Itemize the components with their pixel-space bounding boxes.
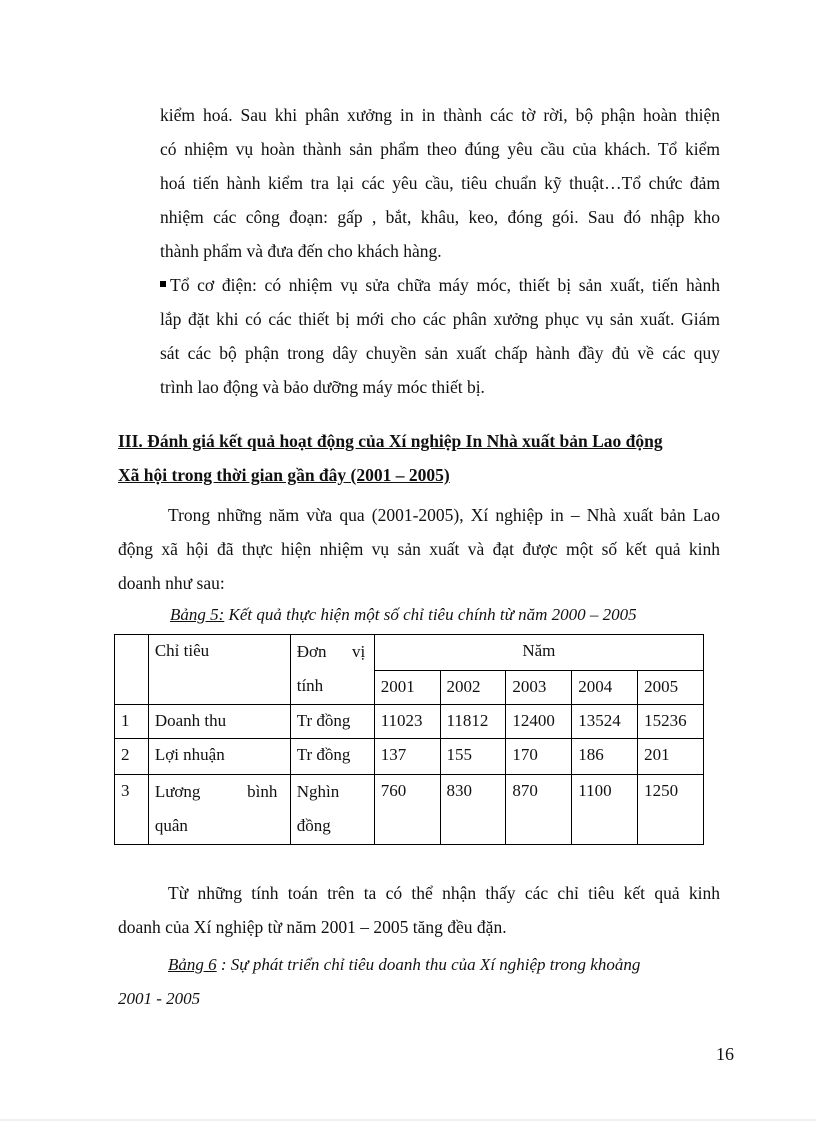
row-value: 186 bbox=[572, 739, 638, 775]
page-bottom-edge bbox=[0, 1119, 816, 1121]
table-cell bbox=[115, 635, 149, 705]
body-text-line: có nhiệm vụ hoàn thành sản phẩm theo đúng yêu cầu của khách. Tổ kiểm bbox=[160, 139, 720, 159]
row-indicator: Lợi nhuận bbox=[148, 739, 290, 775]
row-value: 11023 bbox=[374, 705, 440, 739]
row-value: 11812 bbox=[440, 705, 506, 739]
row-unit-line: đồng bbox=[296, 816, 331, 835]
body-text-line: Từ những tính toán trên ta có thể nhận thấy các chỉ tiêu kết quả kinh bbox=[168, 883, 720, 903]
row-unit: Tr đồng bbox=[290, 739, 374, 775]
body-text-line: kiểm hoá. Sau khi phân xưởng in in thành các tờ rời, bộ phận hoàn thiện bbox=[160, 105, 720, 125]
row-unit: Tr đồng bbox=[290, 705, 374, 739]
section-heading: Xã hội trong thời gian gần đây (2001 – 2005) bbox=[118, 465, 450, 485]
table-header-row bbox=[115, 635, 704, 671]
row-value: 870 bbox=[506, 775, 572, 845]
row-value: 170 bbox=[506, 739, 572, 775]
body-text-line: thành phẩm và đưa đến cho khách hàng. bbox=[160, 241, 442, 261]
row-unit bbox=[290, 775, 374, 845]
table-caption-text: : Sự phát triển chỉ tiêu doanh thu của Xí nghiệp trong khoảng bbox=[216, 955, 641, 974]
row-indicator-line: quân bbox=[154, 816, 188, 835]
body-text-line: sát các bộ phận trong dây chuyền sản xuất chấp hành đầy đủ về các quy bbox=[160, 343, 720, 363]
bullet-square-icon bbox=[160, 281, 166, 287]
table-caption-text: 2001 - 2005 bbox=[118, 989, 201, 1008]
row-number: 3 bbox=[115, 775, 149, 845]
header-year: 2001 bbox=[374, 671, 440, 705]
body-text-line: doanh như sau: bbox=[118, 573, 225, 593]
header-year: 2002 bbox=[440, 671, 506, 705]
section-heading: III. Đánh giá kết quả hoạt động của Xí nghiệp In Nhà xuất bản Lao động bbox=[118, 431, 663, 451]
row-number: 2 bbox=[115, 739, 149, 775]
row-value: 12400 bbox=[506, 705, 572, 739]
body-text-line: hoá tiến hành kiểm tra lại các yêu cầu, tiêu chuẩn kỹ thuật…Tổ chức đảm bbox=[160, 173, 720, 193]
header-year: 2003 bbox=[506, 671, 572, 705]
row-value: 15236 bbox=[638, 705, 704, 739]
row-indicator-line: Lương bình bbox=[154, 782, 278, 801]
body-text-line: lắp đặt khi có các thiết bị mới cho các phân xưởng phục vụ sản xuất. Giám bbox=[160, 309, 720, 329]
body-text-line: nhiệm các công đoạn: gấp , bắt, khâu, keo, đóng gói. Sau đó nhập kho bbox=[160, 207, 720, 227]
table-caption-label: Bảng 6 bbox=[168, 955, 217, 974]
body-text-line: doanh của Xí nghiệp từ năm 2001 – 2005 tăng đều đặn. bbox=[118, 917, 507, 937]
header-unit bbox=[290, 635, 374, 705]
row-number: 1 bbox=[115, 705, 149, 739]
table-row bbox=[115, 775, 704, 845]
row-value: 13524 bbox=[572, 705, 638, 739]
header-year: 2004 bbox=[572, 671, 638, 705]
row-value: 830 bbox=[440, 775, 506, 845]
body-text-line: Tổ cơ điện: có nhiệm vụ sửa chữa máy móc, thiết bị sản xuất, tiến hành bbox=[170, 275, 720, 295]
row-value: 155 bbox=[440, 739, 506, 775]
bullet-item bbox=[160, 274, 720, 296]
row-value: 760 bbox=[374, 775, 440, 845]
results-table bbox=[114, 634, 704, 845]
row-indicator bbox=[148, 775, 290, 845]
row-indicator: Doanh thu bbox=[148, 705, 290, 739]
body-text-line: trình lao động và bảo dưỡng máy móc thiết bị. bbox=[160, 377, 485, 397]
page-number: 16 bbox=[716, 1044, 734, 1064]
table-caption-text: Kết quả thực hiện một số chỉ tiêu chính từ năm 2000 – 2005 bbox=[224, 605, 637, 624]
header-year-group: Năm bbox=[374, 635, 703, 671]
table-caption bbox=[170, 604, 710, 626]
header-year: 2005 bbox=[638, 671, 704, 705]
row-value: 137 bbox=[374, 739, 440, 775]
row-value: 201 bbox=[638, 739, 704, 775]
table-row bbox=[115, 705, 704, 739]
header-indicator: Chỉ tiêu bbox=[148, 635, 290, 705]
header-unit-line: tính bbox=[296, 676, 324, 695]
row-value: 1100 bbox=[572, 775, 638, 845]
row-unit-line: Nghìn bbox=[296, 782, 340, 801]
table-caption-label: Bảng 5: bbox=[170, 605, 225, 624]
body-text-line: động xã hội đã thực hiện nhiệm vụ sản xuất và đạt được một số kết quả kinh bbox=[118, 539, 720, 559]
table-caption bbox=[168, 954, 720, 976]
body-text-line: Trong những năm vừa qua (2001-2005), Xí nghiệp in – Nhà xuất bản Lao bbox=[168, 505, 720, 525]
header-unit-line: Đơn vị bbox=[296, 642, 366, 661]
row-value: 1250 bbox=[638, 775, 704, 845]
table-row bbox=[115, 739, 704, 775]
